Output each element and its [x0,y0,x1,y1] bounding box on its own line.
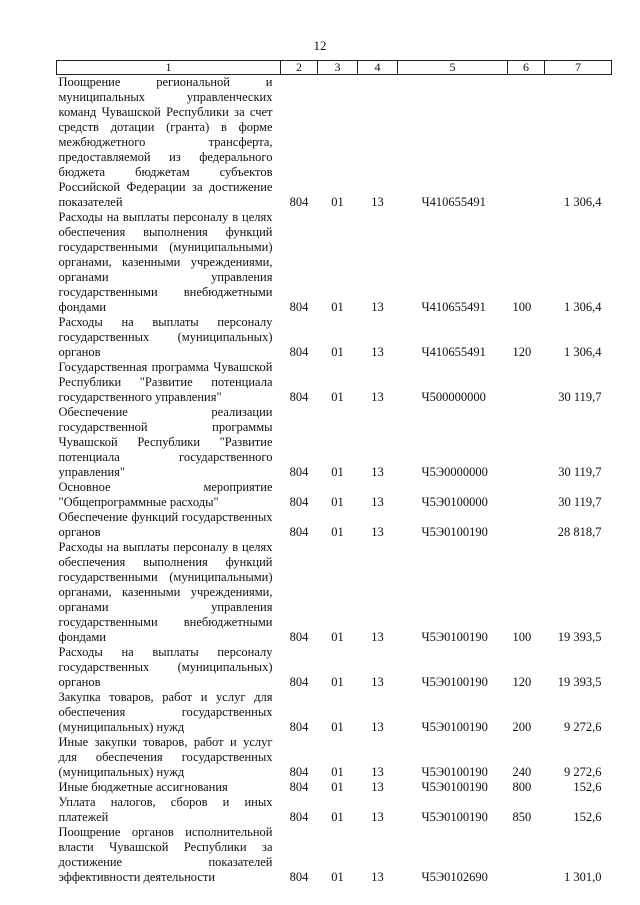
row-target-article: Ч5Э0100190 [421,780,488,794]
row-sum: 28 818,7 [557,525,602,539]
row-target-article: Ч5Э0100000 [421,495,488,509]
table-header [57,61,612,75]
row-name: Обеспечение реализации государственной программы Чувашской Республики "Развитие потенциала государственного управления" [58,405,273,479]
row-name: Уплата налогов, сборов и иных платежей [58,795,273,824]
table-row [57,645,612,690]
row-expense-type [508,480,545,510]
table-row [57,735,612,780]
row-grbs: 804 [289,810,309,824]
row-sum: 9 272,6 [564,765,602,779]
header-col-5: 5 [398,61,508,75]
row-subsection: 13 [371,810,384,824]
row-target-article: Ч410655491 [421,345,486,359]
row-sum: 30 119,7 [558,390,602,404]
row-expense-type: 240 [512,765,532,779]
row-sum: 152,6 [573,780,602,794]
row-subsection: 13 [371,720,384,734]
row-section: 01 [331,495,344,509]
table-row [57,795,612,825]
row-name: Поощрение региональной и муниципальных управленческих команд Чувашской Республики за счет средств дотации (гранта) в форме межбюджетного трансферта, предоставляемой из федерального бюджета бюджетам субъектов Российской Федерации за достижение показателей [58,75,273,209]
row-name: Расходы на выплаты персоналу в целях обеспечения выполнения функций государственными (муниципальными) органами, казенными учреждениями, органами управления государственными внебюджетными фондами [58,540,273,644]
table-row [57,75,612,211]
header-col-4: 4 [358,61,398,75]
row-section: 01 [331,810,344,824]
row-grbs: 804 [289,765,309,779]
header-col-2: 2 [281,61,318,75]
row-section: 01 [331,720,344,734]
row-expense-type: 850 [512,810,532,824]
header-col-1: 1 [57,61,281,75]
row-name: Расходы на выплаты персоналу государственных (муниципальных) органов [58,315,273,359]
row-name: Государственная программа Чувашской Республики "Развитие потенциала государственного управления" [58,360,273,404]
row-expense-type [508,75,545,211]
budget-table [56,60,612,885]
row-name: Закупка товаров, работ и услуг для обеспечения государственных (муниципальных) нужд [58,690,273,734]
row-grbs: 804 [289,675,309,689]
row-subsection: 13 [371,345,384,359]
row-subsection: 13 [371,630,384,644]
row-name: Поощрение органов исполнительной власти Чувашской Республики за достижение показателей эффективности деятельности [58,825,273,884]
row-grbs: 804 [289,390,309,404]
row-name: Расходы на выплаты персоналу в целях обеспечения выполнения функций государственными (муниципальными) органами, казенными учреждениями, органами управления государственными внебюджетными фондами [58,210,273,314]
row-name: Расходы на выплаты персоналу государственных (муниципальных) органов [58,645,273,689]
row-expense-type [508,825,545,885]
row-sum: 1 301,0 [564,870,602,884]
row-subsection: 13 [371,675,384,689]
header-col-6: 6 [508,61,545,75]
row-name: Иные бюджетные ассигнования [58,780,228,794]
row-subsection: 13 [371,390,384,404]
row-expense-type: 120 [512,345,532,359]
table-row [57,780,612,795]
row-target-article: Ч5Э0100190 [421,810,488,824]
row-subsection: 13 [371,765,384,779]
row-section: 01 [331,465,344,479]
row-expense-type [508,360,545,405]
row-target-article: Ч5Э0100190 [421,675,488,689]
row-grbs: 804 [289,525,309,539]
row-section: 01 [331,525,344,539]
row-expense-type [508,405,545,480]
row-sum: 30 119,7 [558,495,602,509]
header-col-3: 3 [318,61,358,75]
row-target-article: Ч410655491 [421,300,486,314]
table-row [57,480,612,510]
table-row [57,690,612,735]
row-subsection: 13 [371,525,384,539]
table-row [57,510,612,540]
row-sum: 152,6 [573,810,602,824]
row-expense-type: 800 [512,780,532,794]
row-section: 01 [331,300,344,314]
row-sum: 19 393,5 [557,630,602,644]
row-name: Основное мероприятие "Общепрограммные расходы" [58,480,273,509]
row-grbs: 804 [289,465,309,479]
row-target-article: Ч410655491 [421,195,486,209]
row-sum: 9 272,6 [564,720,602,734]
row-sum: 1 306,4 [564,345,602,359]
row-subsection: 13 [371,495,384,509]
table-row [57,210,612,315]
row-grbs: 804 [289,780,309,794]
row-section: 01 [331,630,344,644]
row-expense-type: 120 [512,675,532,689]
row-section: 01 [331,870,344,884]
row-section: 01 [331,765,344,779]
table-row [57,825,612,885]
table-body [57,75,612,886]
row-sum: 1 306,4 [564,300,602,314]
row-section: 01 [331,345,344,359]
table-row [57,360,612,405]
row-sum: 30 119,7 [558,465,602,479]
row-target-article: Ч500000000 [421,390,486,404]
row-name: Иные закупки товаров, работ и услуг для обеспечения государственных (муниципальных) нужд [58,735,273,779]
row-expense-type: 100 [512,630,532,644]
row-grbs: 804 [289,495,309,509]
row-sum: 19 393,5 [557,675,602,689]
header-col-7: 7 [545,61,612,75]
table-row [57,540,612,645]
row-subsection: 13 [371,300,384,314]
row-target-article: Ч5Э0100190 [421,630,488,644]
row-grbs: 804 [289,630,309,644]
row-subsection: 13 [371,465,384,479]
row-target-article: Ч5Э0100190 [421,525,488,539]
row-section: 01 [331,675,344,689]
row-section: 01 [331,195,344,209]
row-section: 01 [331,780,344,794]
header-row [57,61,612,75]
row-target-article: Ч5Э0100190 [421,720,488,734]
row-target-article: Ч5Э0102690 [421,870,488,884]
row-expense-type: 100 [512,300,532,314]
row-grbs: 804 [289,300,309,314]
page-number: 12 [313,38,327,53]
table-row [57,405,612,480]
row-subsection: 13 [371,870,384,884]
row-grbs: 804 [289,195,309,209]
row-grbs: 804 [289,345,309,359]
table-row [57,315,612,360]
row-subsection: 13 [371,780,384,794]
row-expense-type [508,510,545,540]
row-sum: 1 306,4 [564,195,602,209]
row-target-article: Ч5Э0100190 [421,765,488,779]
row-grbs: 804 [289,720,309,734]
row-section: 01 [331,390,344,404]
row-target-article: Ч5Э0000000 [421,465,488,479]
row-name: Обеспечение функций государственных органов [58,510,273,539]
row-subsection: 13 [371,195,384,209]
row-grbs: 804 [289,870,309,884]
row-expense-type: 200 [512,720,532,734]
